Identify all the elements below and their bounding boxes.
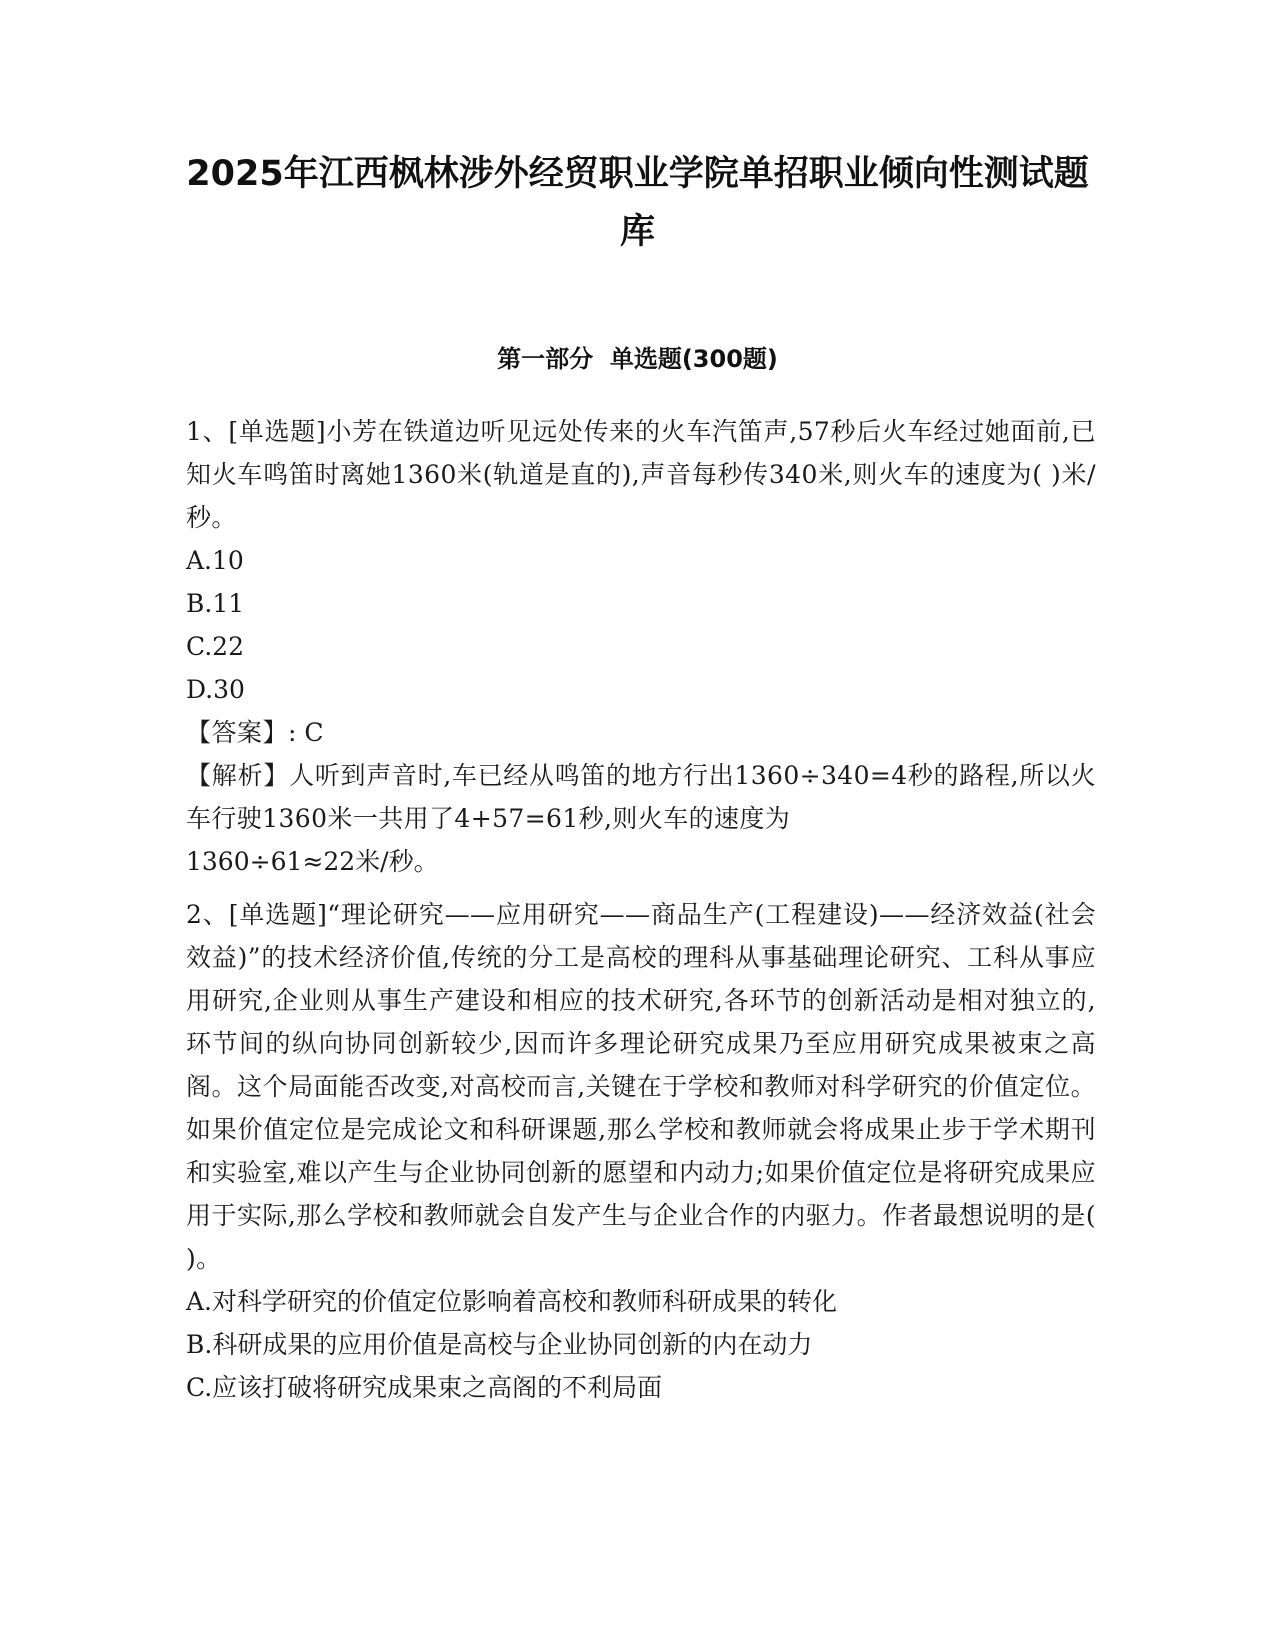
question-2-option-b: B.科研成果的应用价值是高校与企业协同创新的内在动力 xyxy=(186,1330,813,1359)
question-1-option-a: A.10 xyxy=(186,546,244,575)
question-2-option-a: A.对科学研究的价值定位影响着高校和教师科研成果的转化 xyxy=(186,1287,838,1316)
question-1-option-b: B.11 xyxy=(186,589,245,618)
question-1-analysis xyxy=(186,754,1096,840)
question-1-option-d: D.30 xyxy=(186,675,245,704)
question-1 xyxy=(186,410,1096,883)
analysis-text: 人听到声音时,车已经从鸣笛的地方行出1360÷340=4秒的路程,所以火车行驶1360米一共用了4+57=61秒,则火车的速度为 xyxy=(186,761,1096,833)
question-1-analysis-tail: 1360÷61≈22米/秒。 xyxy=(186,847,439,876)
question-2 xyxy=(186,893,1096,1409)
document-title: 2025年江西枫林涉外经贸职业学院单招职业倾向性测试题库 xyxy=(186,154,1089,252)
answer-separator: : xyxy=(288,718,297,747)
answer-label: 【答案】 xyxy=(186,718,289,747)
question-1-option-c: C.22 xyxy=(186,632,244,661)
question-2-option-c: C.应该打破将研究成果束之高阁的不利局面 xyxy=(186,1373,663,1402)
question-1-stem: 1、[单选题]小芳在铁道边听见远处传来的火车汽笛声,57秒后火车经过她面前,已知火车鸣笛时离她1360米(轨道是直的),声音每秒传340米,则火车的速度为( )米/秒。 xyxy=(186,417,1096,532)
analysis-label: 【解析】 xyxy=(186,761,290,790)
answer-value: C xyxy=(304,718,324,747)
section-heading: 第一部分 单选题(300题) xyxy=(497,345,778,373)
question-1-answer xyxy=(186,711,1096,754)
question-2-stem: 2、[单选题]“理论研究——应用研究——商品生产(工程建设)——经济效益(社会效益)”的技术经济价值,传统的分工是高校的理科从事基础理论研究、工科从事应用研究,企业则从事生产建设和相应的技术研究,各环节的创新活动是相对独立的,环节间的纵向协同创新较少,因而许多理论研究成果乃至应用研究成果被束之高阁。这个局面能否改变,对高校而言,关键在于学校和教师对科学研究的价值定位。如果价值定位是完成论文和科研课题,那么学校和教师就会将成果止步于学术期刊和实验室,难以产生与企业协同创新的愿望和内动力;如果价值定位是将研究成果应用于实际,那么学校和教师就会自发产生与企业合作的内驱力。作者最想说明的是( )。 xyxy=(186,900,1096,1273)
